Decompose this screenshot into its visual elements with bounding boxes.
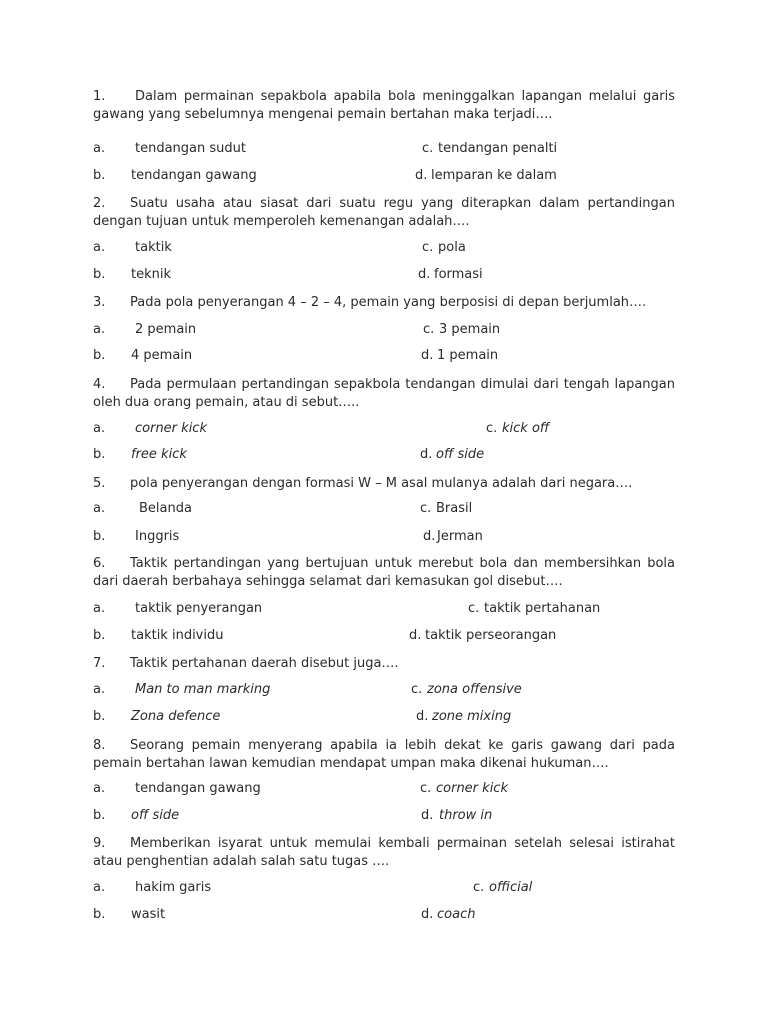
option-b: b. taktik individu [93, 628, 224, 643]
option-a: a. taktik [93, 240, 172, 255]
question-number: 6. [93, 556, 106, 571]
question-text: pola penyerangan dengan formasi W – M asal mulanya adalah dari negara…. [130, 476, 633, 491]
option-c: c. pola [422, 240, 466, 255]
option-c: c. 3 pemain [423, 322, 501, 337]
options-row-5-ac [93, 500, 693, 518]
options-row-9-ac [93, 879, 693, 897]
question-5 [93, 475, 675, 493]
options-row-4-ac [93, 420, 693, 438]
option-a: a. tendangan sudut [93, 141, 246, 156]
options-row-4-bd [93, 446, 693, 464]
option-c: c. taktik pertahanan [468, 601, 601, 616]
question-number: 2. [93, 196, 106, 211]
option-d: d. taktik perseorangan [409, 628, 557, 643]
question-number: 8. [93, 738, 106, 753]
option-d: d. off side [420, 447, 485, 462]
option-b: b. 4 pemain [93, 348, 193, 363]
option-d: d. coach [421, 907, 476, 922]
question-text: Memberikan isyarat untuk memulai kembali permainan setelah selesai istirahat atau penghentian adalah salah satu tugas …. [93, 836, 675, 869]
option-d: d. 1 pemain [421, 348, 499, 363]
option-d: d. zone mixing [416, 709, 512, 724]
option-b: b. Inggris [93, 529, 180, 544]
options-row-8-bd [93, 807, 693, 825]
option-a: a. Man to man marking [93, 682, 271, 697]
options-row-2-ac [93, 239, 693, 257]
options-row-7-ac [93, 681, 693, 699]
options-row-3-bd [93, 347, 693, 365]
question-text: Dalam permainan sepakbola apabila bola meninggalkan lapangan melalui garis gawang yang sebelumnya mengenai pemain bertahan maka terjadi…. [93, 89, 675, 122]
option-c: c. corner kick [420, 781, 508, 796]
options-row-6-ac [93, 600, 693, 618]
option-c: c. zona offensive [411, 682, 522, 697]
option-b: b. wasit [93, 907, 166, 922]
question-number: 7. [93, 656, 106, 671]
question-text: Suatu usaha atau siasat dari suatu regu yang diterapkan dalam pertandingan dengan tujuan untuk memperoleh kemenangan adalah…. [93, 196, 675, 229]
question-number: 3. [93, 295, 106, 310]
option-c: c. kick off [486, 421, 550, 436]
option-d: d. formasi [418, 267, 483, 282]
option-c: c. Brasil [420, 501, 473, 516]
question-text: Seorang pemain menyerang apabila ia lebih dekat ke garis gawang dari pada pemain bertahan lawan kemudian mendapat umpan maka dikenai hukuman…. [93, 738, 675, 771]
option-a: a. hakim garis [93, 880, 212, 895]
question-number: 5. [93, 476, 106, 491]
options-row-6-bd [93, 627, 693, 645]
question-8 [93, 737, 675, 772]
question-2 [93, 195, 675, 230]
option-b: b. teknik [93, 267, 172, 282]
question-3 [93, 294, 675, 312]
option-b: b. Zona defence [93, 709, 221, 724]
options-row-1-bd [93, 167, 693, 185]
options-row-5-bd [93, 528, 693, 546]
question-number: 9. [93, 836, 106, 851]
option-a: a. tendangan gawang [93, 781, 261, 796]
option-d: d. Jerman [423, 529, 483, 544]
options-row-3-ac [93, 321, 693, 339]
question-7 [93, 655, 675, 673]
option-b: b. off side [93, 808, 180, 823]
question-6 [93, 555, 675, 590]
option-b: b. free kick [93, 447, 187, 462]
options-row-9-bd [93, 906, 693, 924]
option-d: d. lemparan ke dalam [415, 168, 557, 183]
option-c: c. tendangan penalti [422, 141, 558, 156]
question-4 [93, 376, 675, 411]
options-row-8-ac [93, 780, 693, 798]
option-d: d. throw in [421, 808, 493, 823]
option-a: a. 2 pemain [93, 322, 197, 337]
question-9 [93, 835, 675, 870]
question-text: Taktik pertahanan daerah disebut juga…. [130, 656, 399, 671]
option-a: a. taktik penyerangan [93, 601, 263, 616]
options-row-1-ab-cd [93, 140, 693, 158]
option-a: a. corner kick [93, 421, 207, 436]
question-text: Pada pola penyerangan 4 – 2 – 4, pemain yang berposisi di depan berjumlah…. [130, 295, 647, 310]
option-a: a. Belanda [93, 501, 192, 516]
question-text: Pada permulaan pertandingan sepakbola tendangan dimulai dari tengah lapangan oleh dua orang pemain, atau di sebut….. [93, 377, 675, 410]
question-text: Taktik pertandingan yang bertujuan untuk merebut bola dan membersihkan bola dari daerah berbahaya sehingga selamat dari kemasukan gol disebut…. [93, 556, 675, 589]
options-row-7-bd [93, 708, 693, 726]
question-number: 4. [93, 377, 106, 392]
options-row-2-bd [93, 266, 693, 284]
option-b: b. tendangan gawang [93, 168, 257, 183]
option-c: c. official [473, 880, 533, 895]
question-number: 1. [93, 89, 106, 104]
question-1 [93, 88, 675, 123]
